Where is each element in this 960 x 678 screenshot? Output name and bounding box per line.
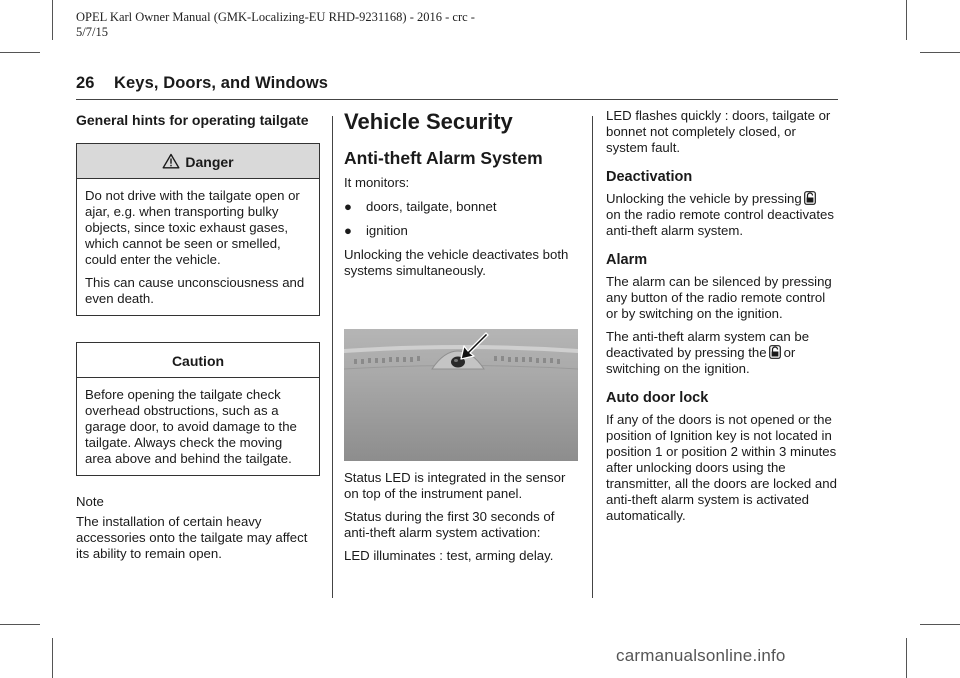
alarm-text-or: or [783,345,796,360]
list-item [344,199,578,215]
section-title: Keys, Doors, and Windows [114,74,329,92]
alarm-text-end: switching on the ignition. [606,361,750,376]
alarm-text-start: The anti-theft alarm system can be [606,329,810,344]
list-item-text: doors, tailgate, bonnet [366,199,497,214]
bullet-symbol: ● [344,223,352,238]
bullet-symbol: ● [344,199,352,214]
document-meta [76,10,496,40]
column-vehicle-security [344,108,578,564]
danger-box [76,143,320,316]
danger-text: This can cause unconsciousness and even death. [85,275,305,306]
hint-title: General hints for operating tailgate [76,112,309,128]
danger-body [77,178,319,315]
autolock-text: If any of the doors is not opened or the position of Ignition key is not located in position 1 or position 2 within 3 minutes after unlocking doors using the transmitter, all the doors are locked and anti-theft alarm system is activated automatically. [606,412,837,523]
led-flashes-text: LED flashes quickly : doors, tailgate or bonnet not completely closed, or system fault. [606,108,831,155]
unlock-key-icon [804,191,816,205]
deactivation-text-start: Unlocking the vehicle by pressing [606,191,802,206]
unlock-text: Unlocking the vehicle deactivates both systems simultaneously. [344,247,569,278]
caution-box [76,342,320,476]
column-alarm [606,108,838,524]
note-text: The installation of certain heavy accessories onto the tailgate may affect its ability to remain open. [76,514,308,561]
column-divider [332,116,333,598]
column-divider [592,116,593,598]
crop-mark [920,624,960,625]
crop-mark [52,638,53,678]
list-item [344,223,578,239]
meta-date: 5/7/15 [76,25,108,39]
caution-label: Caution [171,353,225,369]
heading-rule [76,99,838,100]
caution-body [77,377,319,475]
alarm-text [606,329,838,377]
led-illuminates-text: LED illuminates : test, arming delay. [344,548,554,563]
crop-mark [920,52,960,53]
status-led-photo [344,329,578,461]
crop-mark [52,0,53,40]
alarm-text-middle: deactivated by pressing the [606,345,767,360]
list-item-text: ignition [366,223,408,238]
deactivation-text-end: on the radio remote control deactivates anti-theft alarm system. [606,207,834,238]
danger-label: Danger [185,154,234,170]
meta-line: OPEL Karl Owner Manual (GMK-Localizing-EU RHD-9231168) - 2016 - crc - [76,10,475,24]
autolock-heading: Auto door lock [606,390,709,406]
subsection-heading: Anti-theft Alarm System [344,148,543,168]
danger-text: Do not drive with the tailgate open or ajar, e.g. when transporting bulky objects, since toxic exhaust gases, which cannot be seen or smelled, could enter the vehicle. [85,188,300,267]
watermark: carmanualsonline.info [616,646,786,665]
unlock-key-icon [769,345,781,359]
alarm-heading: Alarm [606,252,648,268]
deactivation-heading: Deactivation [606,169,693,185]
caution-text: Before opening the tailgate check overhead obstructions, such as a garage door, to avoid damage to the tailgate. Always check the moving area above and behind the tailgate. [85,387,297,466]
crop-mark [0,52,40,53]
crop-mark [906,0,907,40]
status-first-text: Status during the first 30 seconds of anti-theft alarm system activation: [344,509,555,540]
note-label: Note [76,494,104,509]
crop-mark [0,624,40,625]
status-led-text: Status LED is integrated in the sensor on top of the instrument panel. [344,470,566,501]
page-number: 26 [76,74,95,92]
deactivation-text [606,191,838,239]
column-tailgate-hints [76,108,320,562]
page-heading [76,74,846,93]
alarm-text: The alarm can be silenced by pressing any button of the radio remote control or by switching on the ignition. [606,274,832,321]
caution-header [77,343,319,377]
danger-header [77,144,319,178]
section-heading: Vehicle Security [344,109,513,134]
monitors-text: It monitors: [344,175,410,190]
warning-triangle-icon [162,153,180,169]
